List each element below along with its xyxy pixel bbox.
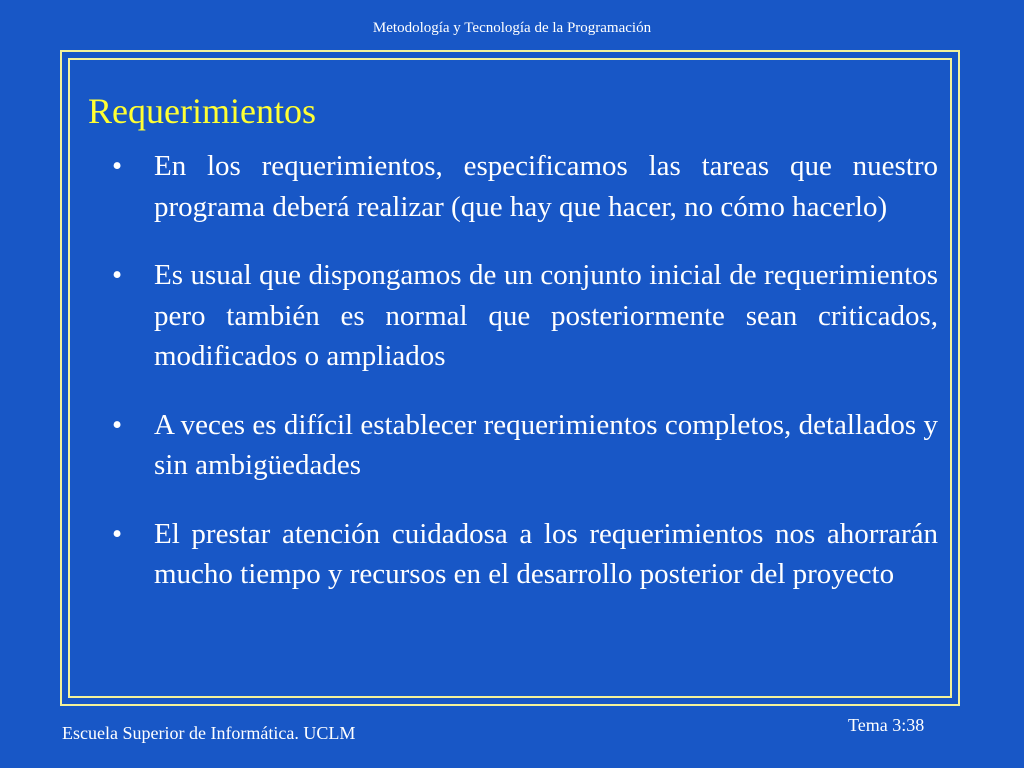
bullet-text: El prestar atención cuidadosa a los requerimientos nos ahorrarán mucho tiempo y recursos en el desarrollo posterior del proyecto xyxy=(154,517,938,590)
bullet-item-difficulty xyxy=(112,405,938,486)
bullet-icon: • xyxy=(112,517,123,550)
bullet-text: Es usual que dispongamos de un conjunto inicial de requerimientos pero también es normal que posteriormente sean criticados, modificados o ampliados xyxy=(154,259,938,372)
course-header: Metodología y Tecnología de la Programación xyxy=(372,20,652,36)
bullet-item-attention xyxy=(112,514,938,595)
bullet-icon: • xyxy=(112,150,123,182)
slide-title: Requerimientos xyxy=(88,91,316,131)
bullet-item-initial-requirements xyxy=(112,255,938,377)
bullet-list xyxy=(112,146,938,623)
bullet-item-requirements-definition xyxy=(112,146,938,227)
bullet-icon: • xyxy=(112,408,123,441)
bullet-text: En los requerimientos, especificamos las tareas que nuestro programa deberá realizar (que hay que hacer, no cómo hacerlo) xyxy=(154,150,938,223)
bullet-icon: • xyxy=(112,259,123,291)
bullet-text: A veces es difícil establecer requerimientos completos, detallados y sin ambigüedades xyxy=(154,408,938,481)
footer-page-label: Tema 3:38 xyxy=(848,715,925,735)
footer-institution: Escuela Superior de Informática. UCLM xyxy=(62,723,356,743)
